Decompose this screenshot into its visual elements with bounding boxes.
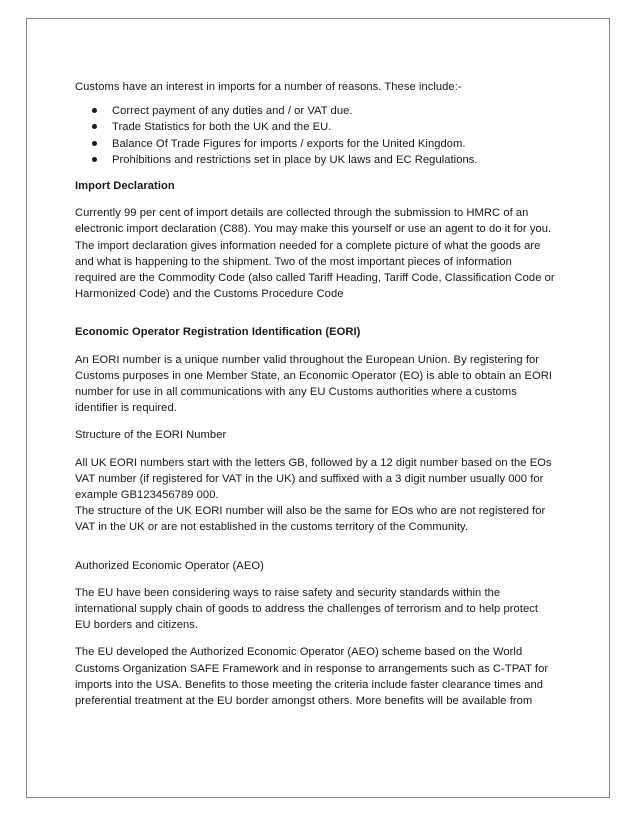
eori-heading: Economic Operator Registration Identification (EORI) [75, 326, 361, 339]
paragraph-line: Currently 99 per cent of import details are collected through the submission to HMRC of an [75, 207, 529, 220]
bullet-icon [92, 141, 97, 146]
page-content [75, 79, 575, 709]
paragraph-line: required are the Commodity Code (also called Tariff Heading, Tariff Code, Classification Code or [75, 272, 555, 285]
paragraph-line: international supply chain of goods to address the challenges of terrorism and to help protect [75, 603, 539, 616]
paragraph-line: The EU developed the Authorized Economic Operator (AEO) scheme based on the World [75, 646, 523, 659]
paragraph-line: All UK EORI numbers start with the letters GB, followed by a 12 digit number based on the EOs [75, 456, 552, 469]
document-page [26, 18, 610, 798]
paragraph-line: example GB123456789 000. [75, 489, 219, 502]
bullet-icon [92, 157, 97, 162]
eori-paragraph [75, 352, 575, 417]
paragraph-line: Harmonized Code) and the Customs Procedure Code [75, 288, 344, 301]
list-item-text: Correct payment of any duties and / or VAT due. [112, 105, 353, 118]
paragraph-line: The EU have been considering ways to raise safety and security standards within the [75, 586, 501, 599]
paragraph-line: The import declaration gives information needed for a complete picture of what the goods are [75, 239, 541, 252]
list-item [75, 103, 575, 119]
aeo-heading: Authorized Economic Operator (AEO) [75, 559, 264, 572]
intro-text: Customs have an interest in imports for a number of reasons. These include:- [75, 81, 462, 93]
reasons-list [75, 103, 575, 168]
paragraph-line: identifier is required. [75, 402, 177, 415]
list-item-text: Prohibitions and restrictions set in place by UK laws and EC Regulations. [112, 153, 478, 166]
paragraph-line: imports into the USA. Benefits to those meeting the criteria include faster clearance times and [75, 678, 544, 691]
list-item-text: Trade Statistics for both the UK and the EU. [112, 121, 332, 134]
paragraph-line: VAT in the UK or are not established in the customs territory of the Community. [75, 521, 468, 534]
list-item-text: Balance Of Trade Figures for imports / exports for the United Kingdom. [112, 137, 466, 150]
aeo-paragraph-1 [75, 585, 575, 634]
list-item [75, 152, 575, 168]
paragraph-line: and what is happening to the shipment. Two of the most important pieces of information [75, 255, 512, 268]
list-item [75, 119, 575, 135]
paragraph-line: VAT number (if registered for VAT in the UK) and suffixed with a 3 digit number usually 000 for [75, 472, 544, 485]
list-item [75, 136, 575, 152]
paragraph-line: Customs purposes in one Member State, an Economic Operator (EO) is able to obtain an EORI [75, 369, 553, 382]
paragraph-line: preferential treatment at the EU border amongst others. More benefits will be available from [75, 695, 533, 708]
import-declaration-paragraph [75, 205, 575, 302]
paragraph-line: number for use in all communications with any EU Customs authorities where a customs [75, 386, 517, 399]
paragraph-line: An EORI number is a unique number valid throughout the European Union. By registering for [75, 353, 540, 366]
bullet-icon [92, 108, 97, 113]
paragraph-line: The structure of the UK EORI number will also be the same for EOs who are not registered for [75, 505, 546, 518]
import-declaration-heading: Import Declaration [75, 180, 175, 193]
paragraph-line: Customs Organization SAFE Framework and in response to arrangements such as C-TPAT for [75, 662, 549, 675]
paragraph-line: EU borders and citizens. [75, 619, 199, 632]
eori-structure-paragraph [75, 455, 575, 536]
paragraph-line: electronic import declaration (C88). You may make this yourself or use an agent to do it for you. [75, 223, 552, 236]
bullet-icon [92, 124, 97, 129]
aeo-paragraph-2 [75, 644, 575, 709]
eori-structure-heading: Structure of the EORI Number [75, 429, 227, 442]
